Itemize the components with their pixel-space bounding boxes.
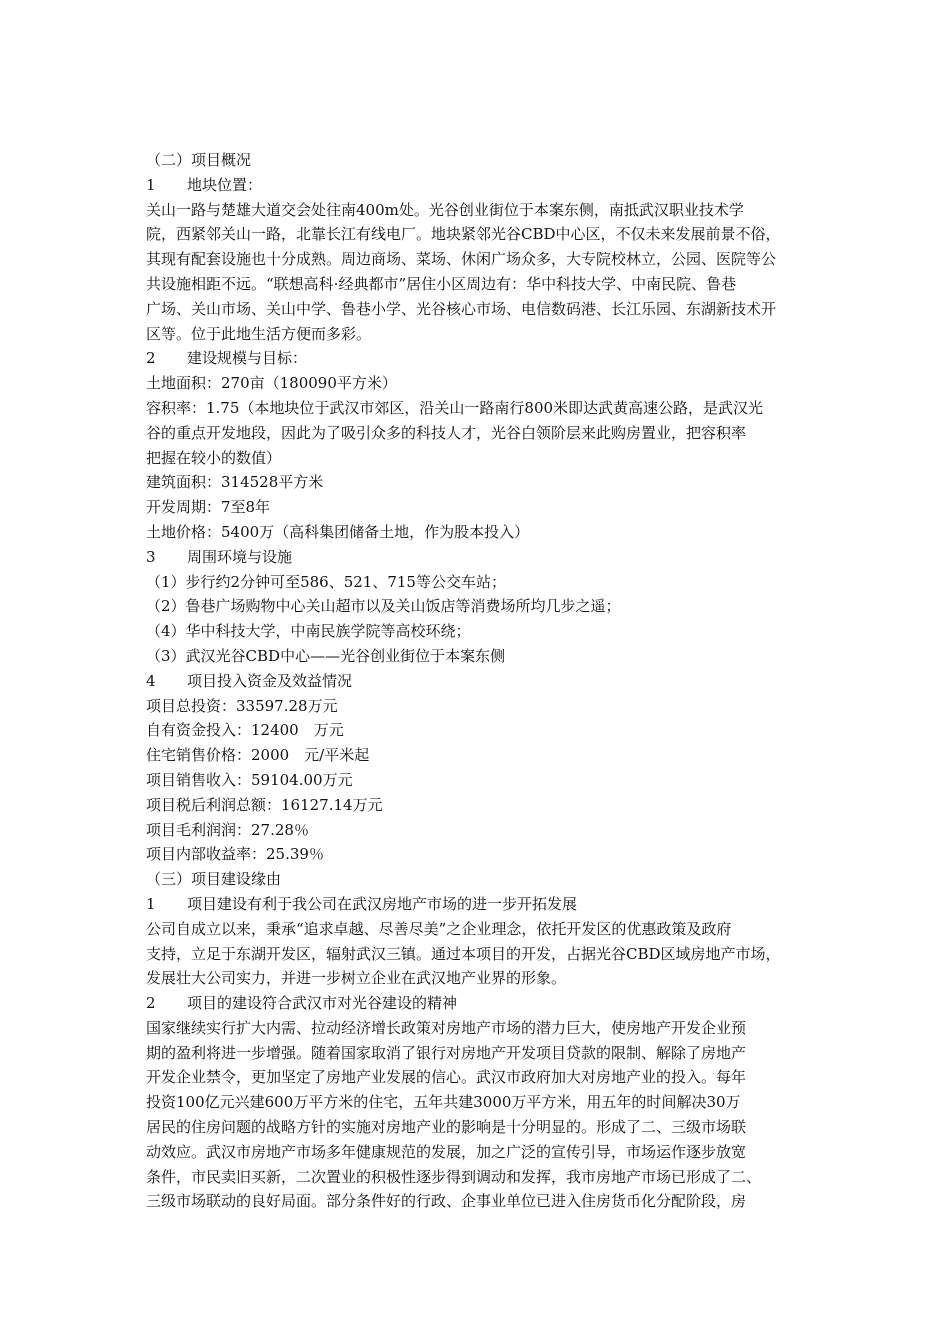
paragraph-line: 把握在较小的数值） [146,448,282,467]
subheading-location [146,173,806,198]
finance-line: 项目毛利润润：27.28％ [146,820,309,839]
subheading-title: 周围环境与设施 [187,547,293,566]
section-heading-overview: （二）项目概况 [146,151,252,169]
paragraph-line: 三级市场联动的良好局面。部分条件好的行政、企事业单位已进入住房货币化分配阶段，房 [146,1192,747,1211]
subheading-reason-1 [146,892,806,917]
paragraph-line: 其现有配套设施也十分成熟。周边商场、菜场、休闲广场众多，大专院校林立，公园、医院等公 [146,250,777,269]
finance-line: 项目总投资：33597.28万元 [146,696,338,715]
subheading-number: 2 [146,994,156,1013]
dev-period-line: 开发周期：7至8年 [146,498,271,517]
section-heading-reasons: （三）项目建设缘由 [146,870,282,889]
list-item: （2）鲁巷广场购物中心关山超市以及关山饭店等消费场所均几步之遥； [146,597,621,616]
land-area-line: 土地面积：270亩（180090平方米） [146,374,397,393]
paragraph-line: 投资100亿元兴建600万平方米的住宅，五年共建3000万平方米，用五年的时间解决30万 [146,1093,741,1112]
building-area-line: 建筑面积：314528平方米 [146,473,324,492]
subheading-finance [146,669,806,694]
list-item: （4）华中科技大学，中南民族学院等高校环绕； [146,622,471,641]
subheading-number: 1 [146,175,156,194]
paragraph-line: 院，西紧邻关山一路，北靠长江有线电厂。地块紧邻光谷CBD中心区，不仅未来发展前景不俗， [146,225,781,244]
subheading-number: 4 [146,671,156,690]
subheading-title: 项目的建设符合武汉市对光谷建设的精神 [187,994,458,1013]
paragraph-line: 发展壮大公司实力，并进一步树立企业在武汉地产业界的形象。 [146,969,567,988]
finance-line: 项目内部收益率：25.39％ [146,845,324,864]
paragraph-line: 支持，立足于东湖开发区，辐射武汉三镇。通过本项目的开发，占据光谷CBD区域房地产市场， [146,944,781,963]
subheading-reason-2 [146,991,806,1016]
finance-line: 自有资金投入：12400 万元 [146,721,344,740]
document-body [146,148,806,1214]
subheading-scale [146,346,806,371]
finance-line: 项目税后利润总额：16127.14万元 [146,795,383,814]
paragraph-line: 关山一路与楚雄大道交会处往南400m处。光谷创业街位于本案东侧，南抵武汉职业技术学 [146,200,744,219]
paragraph-line: 容积率：1.75（本地块位于武汉市郊区，沿关山一路南行800米即达武黄高速公路，是武汉光 [146,398,764,417]
paragraph-line: 公司自成立以来，秉承“追求卓越、尽善尽美”之企业理念，依托开发区的优惠政策及政府 [146,919,732,938]
subheading-title: 项目建设有利于我公司在武汉房地产市场的进一步开拓发展 [187,894,578,913]
list-item: （3）武汉光谷CBD中心——光谷创业街位于本案东侧 [146,646,506,665]
paragraph-line: 广场、关山市场、关山中学、鲁巷小学、光谷核心市场、电信数码港、长江乐园、东湖新技术开 [146,299,777,318]
paragraph-line: 国家继续实行扩大内需、拉动经济增长政策对房地产市场的潜力巨大，使房地产开发企业预 [146,1018,747,1037]
paragraph-line: 期的盈利将进一步增强。随着国家取消了银行对房地产开发项目贷款的限制、解除了房地产 [146,1043,747,1062]
paragraph-line: 动效应。武汉市房地产市场多年健康规范的发展，加之广泛的宣传引导，市场运作逐步放宽 [146,1142,747,1161]
subheading-number: 3 [146,547,156,566]
land-price-line: 土地价格：5400万（高科集团储备土地，作为股本投入） [146,522,530,541]
subheading-number: 1 [146,894,156,913]
paragraph-line: 条件，市民卖旧买新，二次置业的积极性逐步得到调动和发挥，我市房地产市场已形成了二、 [146,1167,762,1186]
paragraph-line: 开发企业禁令，更加坚定了房地产业发展的信心。武汉市政府加大对房地产业的投入。每年 [146,1068,747,1087]
subheading-title: 地块位置： [187,175,263,194]
list-item: （1）步行约2分钟可至586、521、715等公交车站； [146,572,506,591]
paragraph-line: 谷的重点开发地段，因此为了吸引众多的科技人才，光谷白领阶层来此购房置业，把容积率 [146,423,747,442]
subheading-title: 建设规模与目标： [187,349,308,368]
subheading-number: 2 [146,349,156,368]
subheading-title: 项目投入资金及效益情况 [187,671,353,690]
subheading-environment [146,545,806,570]
finance-line: 项目销售收入：59104.00万元 [146,770,353,789]
paragraph-line: 共设施相距不远。“联想高科·经典都市”居住小区周边有：华中科技大学、中南民院、鲁巷 [146,274,737,293]
paragraph-line: 区等。位于此地生活方便而多彩。 [146,324,372,343]
paragraph-line: 居民的住房问题的战略方针的实施对房地产业的影响是十分明显的。形成了二、三级市场联 [146,1118,747,1137]
finance-line: 住宅销售价格：2000 元/平米起 [146,746,370,765]
